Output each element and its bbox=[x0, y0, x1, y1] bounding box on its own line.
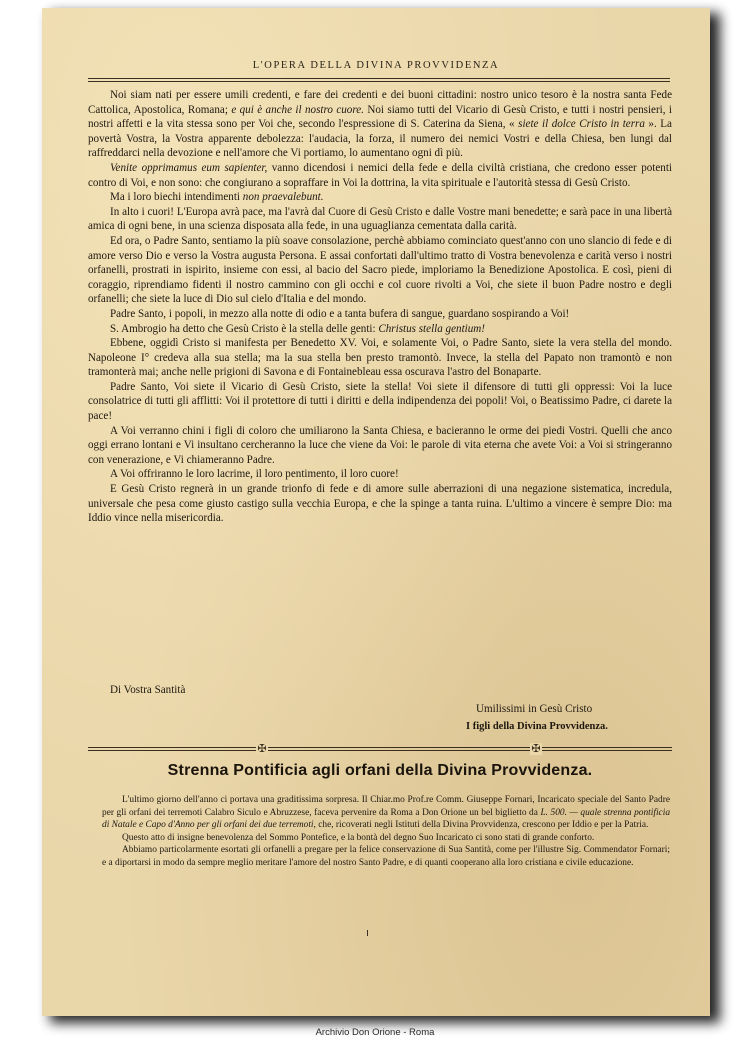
document-page bbox=[42, 8, 710, 1016]
cross-ornament-icon: ✠ bbox=[531, 743, 541, 755]
text-run: Noi siamo tutti del Vicario di Gesù Cristo, e tutti i nostri pensieri, i nostri affetti e la vita stessa sono per Voi che, secondo l'espressione di S. Caterina da Siena, « bbox=[88, 103, 673, 131]
italic-run: e qui è anche il nostro cuore. bbox=[231, 103, 364, 116]
text-run: A Voi offriranno le loro lacrime, il loro pentimento, il loro cuore! bbox=[110, 468, 399, 481]
text-run: Ebbene, oggidì Cristo si manifesta per Benedetto XV. Voi, e solamente Voi, o Padre Santo, siete la vera stella del mondo. Napoleone I° credeva alla sua stella; ma la sua stella ben presto tramontò. Invece, la stella del Papato non tramontò e non tramonterà mai; anche nelle prigioni di Savona e di Fontainebleau essa oscurava l'astro del Bonaparte. bbox=[88, 337, 672, 379]
body-paragraph bbox=[88, 467, 672, 482]
text-run: E Gesù Cristo regnerà in un grande trionfo di fede e di amore sulle aberrazioni di una negazione sistematica, incredula, universale che pesa come giusto castigo sulla vecchia Europa, e che la spinge a tanta ruina. L'ultimo a vincere è sempre Dio: ma Iddio vince nella misericordia. bbox=[88, 483, 672, 525]
section-paragraph bbox=[102, 794, 670, 832]
section-title: Strenna Pontificia agli orfani della Divina Provvidenza. bbox=[167, 762, 593, 779]
body-paragraph bbox=[88, 205, 672, 234]
italic-run: siete il dolce Cristo in terra bbox=[518, 118, 645, 131]
ornamental-rule bbox=[88, 743, 672, 755]
letter-body bbox=[88, 88, 672, 526]
body-paragraph bbox=[88, 307, 672, 322]
cross-ornament-icon: ✠ bbox=[257, 743, 267, 755]
body-paragraph bbox=[88, 88, 672, 161]
running-head: L'OPERA DELLA DIVINA PROVVIDENZA bbox=[252, 60, 500, 71]
end-mark bbox=[367, 930, 368, 936]
body-paragraph bbox=[88, 161, 672, 190]
section-body bbox=[102, 794, 670, 870]
rule-line bbox=[88, 747, 672, 751]
closing-humble: Umilissimi in Gesù Cristo bbox=[476, 702, 593, 715]
body-paragraph bbox=[88, 322, 672, 337]
italic-run: non praevalebunt. bbox=[242, 191, 324, 204]
archive-caption: Archivio Don Orione - Roma bbox=[315, 1027, 435, 1038]
text-run: che, ricoverati negli Istituti della Divina Provvidenza, crescono per Iddio e per la Patria. bbox=[315, 820, 649, 831]
section-paragraph bbox=[102, 832, 670, 845]
text-run: ». La povertà Vostra, la Vostra apparente debolezza: l'audacia, la forza, il numero dei nemici Vostri e della Chiesa, ben lungi dal raffreddarci nella devozione e nell'amore che Vi portiamo, lo aumentano ogni dì più. bbox=[88, 118, 672, 160]
body-paragraph bbox=[88, 380, 672, 424]
body-paragraph bbox=[88, 190, 672, 205]
text-run: In alto i cuori! L'Europa avrà pace, ma l'avrà dal Cuore di Gesù Cristo e dalle Vostre mani benedette; e sarà pace in una libertà amica di ogni bene, in una scienza disposata alla fede, in una uguaglianza cementata dalla carità. bbox=[88, 205, 672, 233]
text-run: Noi siam nati per essere umili credenti, e fare dei credenti e dei buoni cittadini: nostro unico tesoro è la nostra santa Fede Cattolica, Apostolica, Romana; bbox=[88, 89, 672, 116]
text-run: A Voi verranno chini i figli di coloro che umiliarono la Santa Chiesa, e bacieranno le orme dei piedi Vostri. Quelli che anco oggi errano lontani e Vi insultano cercheranno la luce che viene da Voi: le parole di vita eterna che avete Voi: a Voi si stringeranno con venerazione, e Vi chiameranno Padre. bbox=[88, 424, 672, 466]
closing-signature: I figli della Divina Provvidenza. bbox=[466, 721, 608, 733]
letter-closing bbox=[88, 683, 672, 735]
body-paragraph bbox=[88, 336, 672, 380]
text-run: Questo atto di insigne benevolenza del Sommo Pontefice, e la bontà del degno Suo Incaricato ci sono stati di grande conforto. bbox=[122, 832, 595, 843]
text-run: S. Ambrogio ha detto che Gesù Cristo è la stella delle genti: bbox=[110, 322, 379, 335]
text-run: Ma i loro biechi intendimenti bbox=[110, 191, 243, 204]
italic-run: L. 500. — quale strenna pontificia di Natale e Capo d'Anno per gli orfani dei due terremoti, bbox=[102, 807, 671, 831]
text-run: Abbiamo particolarmente esortati gli orfanelli a pregare per la felice conservazione di Sua Santità, come per l'illustre Sig. Commendator Fornari; e a diportarsi in modo da sempre meglio meritare l'amore del nostro Santo Padre, e di quanti cooperano alla loro cristiana e civile educazione. bbox=[102, 845, 670, 868]
text-run: Ed ora, o Padre Santo, sentiamo la più soave consolazione, perchè abbiamo cominciato quest'anno con uno slancio di fede e di amore verso Dio e verso la Vostra augusta Persona. E assai confortati dall'ultimo tratto di Vostra benevolenza e carità verso i nostri orfanelli, prostrati in ispirito, insieme con essi, al bacio del Sacro piede, imploriamo la Benedizione Apostolica. E così, pieni di coraggio, riprendiamo fidenti il nostro cammino con gli occhi e col cuore rivolti a Voi, che siete il buon Padre nostro e degli orfanelli; che siete la luce di Dio sul cielo d'Italia e del mondo. bbox=[88, 234, 672, 306]
body-paragraph bbox=[88, 234, 672, 307]
text-run: Padre Santo, Voi siete il Vicario di Gesù Cristo, siete la stella! Voi siete il difensore di tutti gli oppressi: Voi la luce consolatrice di tutti gli afflitti: Voi il protettore di tutti i diritti e della indipendenza dei popoli! Voi, o Beatissimo Padre, ci darete la pace! bbox=[88, 380, 672, 423]
text-run: L'ultimo giorno dell'anno ci portava una graditissima sorpresa. Il Chiar.mo Prof.re Comm. Giuseppe Fornari, Incaricato speciale del Santo Padre per gli orfani dei terremoti Calabro Siculo e Abruzzese, faceva pervenire da Roma a Don Orione un bel biglietto da bbox=[102, 795, 670, 818]
italic-run: Venite opprimamus eum sapienter, bbox=[110, 161, 268, 174]
text-run: vanno dicendosi i nemici della fede e della civiltà cristiana, che credono esser potenti contro di Voi, e non sono: che congiurano a sopraffare in Voi la dottrina, la vita spirituale e l'autorità stessa di Gesù Cristo. bbox=[88, 161, 673, 189]
closing-salutation: Di Vostra Santità bbox=[110, 684, 186, 696]
header-rule bbox=[88, 78, 670, 82]
body-paragraph bbox=[88, 482, 672, 526]
body-paragraph bbox=[88, 424, 672, 468]
italic-run: Christus stella gentium! bbox=[378, 322, 485, 335]
section-paragraph bbox=[102, 844, 670, 869]
text-run: Padre Santo, i popoli, in mezzo alla notte di odio e a tanta bufera di sangue, guardano sospirando a Voi! bbox=[110, 307, 570, 320]
